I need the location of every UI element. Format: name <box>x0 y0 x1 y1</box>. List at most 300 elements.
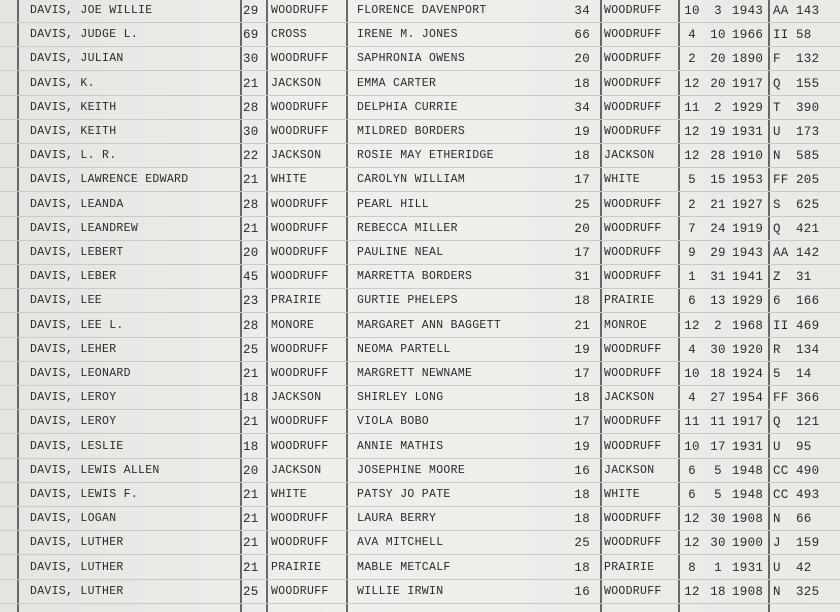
bride-age: 21 <box>574 318 590 333</box>
bride-age: 18 <box>574 560 590 575</box>
groom-name: DAVIS, LUTHER <box>30 536 124 550</box>
groom-name: DAVIS, KEITH <box>30 100 117 114</box>
bride-county: JACKSON <box>604 463 655 477</box>
groom-county: WOODRUFF <box>271 367 329 380</box>
marriage-month: 9 <box>688 246 696 260</box>
groom-name: DAVIS, LEANDREW <box>30 221 139 235</box>
groom-name: DAVIS, LEROY <box>30 415 117 429</box>
marriage-day: 21 <box>710 197 726 212</box>
bride-age: 31 <box>574 270 590 285</box>
table-row <box>0 363 840 387</box>
groom-name: DAVIS, LUTHER <box>30 560 124 574</box>
marriage-day: 17 <box>710 439 726 454</box>
marriage-year: 1924 <box>732 367 764 381</box>
bride-county: JACKSON <box>604 391 655 405</box>
marriage-year: 1929 <box>732 100 764 115</box>
row-rule <box>0 482 840 483</box>
bride-county: WOODRUFF <box>604 52 662 66</box>
record-page: 625 <box>796 197 820 212</box>
groom-name: DAVIS, LOGAN <box>30 512 117 526</box>
groom-name: DAVIS, LESLIE <box>30 439 124 453</box>
row-rule <box>0 337 840 338</box>
table-row <box>0 97 840 121</box>
bride-age: 17 <box>574 173 590 188</box>
record-page: 121 <box>796 415 820 430</box>
marriage-month: 4 <box>688 391 696 406</box>
record-page: 31 <box>796 270 812 285</box>
groom-county: JACKSON <box>271 76 322 90</box>
marriage-month: 12 <box>684 318 700 333</box>
groom-county: WOODRUFF <box>271 197 329 211</box>
groom-age: 30 <box>243 125 259 139</box>
marriage-day: 24 <box>710 221 726 236</box>
groom-age: 25 <box>243 584 259 599</box>
marriage-day: 31 <box>710 270 726 285</box>
bride-age: 16 <box>574 584 590 599</box>
bride-age: 34 <box>574 100 590 115</box>
marriage-year: 1917 <box>732 76 764 91</box>
marriage-year: 1908 <box>732 584 764 599</box>
groom-age: 28 <box>243 197 259 212</box>
groom-age: 21 <box>243 560 259 575</box>
record-book: U <box>773 560 781 575</box>
row-rule <box>0 385 840 386</box>
record-page: 205 <box>796 173 820 188</box>
marriage-year: 1910 <box>732 149 764 164</box>
groom-county: WOODRUFF <box>271 270 329 284</box>
row-rule <box>0 46 840 47</box>
groom-county: WOODRUFF <box>271 221 329 235</box>
marriage-year: 1968 <box>732 318 764 333</box>
marriage-month: 2 <box>688 52 696 67</box>
groom-county: WOODRUFF <box>271 246 329 259</box>
marriage-month: 2 <box>688 197 696 212</box>
bride-age: 20 <box>574 221 590 236</box>
record-page: 58 <box>796 28 812 43</box>
groom-age: 30 <box>243 52 259 67</box>
groom-age: 21 <box>243 512 259 527</box>
marriage-day: 2 <box>714 100 722 115</box>
record-page: 155 <box>796 76 820 91</box>
record-book: U <box>773 439 781 454</box>
bride-county: WOODRUFF <box>604 246 662 259</box>
record-book: U <box>773 125 781 139</box>
table-row <box>0 290 840 314</box>
groom-name: DAVIS, LUTHER <box>30 584 124 598</box>
bride-age: 18 <box>574 294 590 309</box>
table-row <box>0 315 840 339</box>
table-row <box>0 194 840 218</box>
bride-age: 16 <box>574 463 590 478</box>
bride-age: 25 <box>574 536 590 551</box>
groom-name: DAVIS, LEONARD <box>30 367 131 380</box>
record-page: 95 <box>796 439 812 454</box>
marriage-year: 1920 <box>732 342 764 357</box>
groom-name: DAVIS, LAWRENCE EDWARD <box>30 173 189 187</box>
groom-county: JACKSON <box>271 149 322 163</box>
marriage-year: 1919 <box>732 221 764 236</box>
bride-county: PRAIRIE <box>604 560 655 574</box>
marriage-month: 12 <box>684 584 700 599</box>
bride-name: AVA MITCHELL <box>357 536 444 550</box>
groom-county: WHITE <box>271 173 308 187</box>
marriage-month: 12 <box>684 125 700 139</box>
bride-county: JACKSON <box>604 149 655 163</box>
marriage-day: 18 <box>710 367 726 381</box>
record-book: AA <box>773 4 789 18</box>
bride-age: 20 <box>574 52 590 67</box>
row-rule <box>0 506 840 507</box>
table-row <box>0 387 840 411</box>
bride-age: 17 <box>574 415 590 430</box>
bride-name: JOSEPHINE MOORE <box>357 463 466 477</box>
record-book: 5 <box>773 367 781 381</box>
marriage-year: 1948 <box>732 463 764 478</box>
table-row <box>0 266 840 290</box>
groom-age: 22 <box>243 149 259 164</box>
bride-age: 17 <box>574 367 590 381</box>
record-book: S <box>773 197 781 212</box>
table-row <box>0 48 840 72</box>
bride-name: CAROLYN WILLIAM <box>357 173 466 187</box>
bride-name: MILDRED BORDERS <box>357 125 466 138</box>
record-book: Z <box>773 270 781 285</box>
bride-age: 34 <box>574 4 590 18</box>
record-book: N <box>773 149 781 164</box>
bride-name: FLORENCE DAVENPORT <box>357 4 487 17</box>
groom-age: 23 <box>243 294 259 309</box>
table-row <box>0 242 840 266</box>
marriage-year: 1953 <box>732 173 764 188</box>
bride-name: NEOMA PARTELL <box>357 342 451 356</box>
groom-age: 21 <box>243 367 259 381</box>
row-rule <box>0 361 840 362</box>
bride-name: ROSIE MAY ETHERIDGE <box>357 149 494 163</box>
bride-county: WOODRUFF <box>604 415 662 429</box>
groom-age: 21 <box>243 488 259 502</box>
row-rule <box>0 22 840 23</box>
record-book: Q <box>773 221 781 236</box>
marriage-day: 30 <box>710 512 726 527</box>
marriage-month: 10 <box>684 4 700 18</box>
marriage-month: 7 <box>688 221 696 236</box>
row-rule <box>0 240 840 241</box>
marriage-day: 1 <box>714 560 722 575</box>
bride-county: WOODRUFF <box>604 367 662 380</box>
groom-age: 20 <box>243 246 259 260</box>
bride-name: SAPHRONIA OWENS <box>357 52 466 66</box>
bride-age: 17 <box>574 246 590 260</box>
marriage-day: 30 <box>710 342 726 357</box>
row-rule <box>0 579 840 580</box>
marriage-month: 6 <box>688 488 696 502</box>
groom-county: WHITE <box>271 488 308 501</box>
groom-name: DAVIS, JUDGE L. <box>30 28 139 42</box>
marriage-day: 10 <box>710 28 726 43</box>
marriage-day: 2 <box>714 318 722 333</box>
marriage-month: 1 <box>688 270 696 285</box>
groom-name: DAVIS, K. <box>30 76 95 90</box>
record-book: FF <box>773 391 789 406</box>
row-rule <box>0 554 840 555</box>
table-row <box>0 169 840 193</box>
bride-county: WOODRUFF <box>604 270 662 284</box>
marriage-month: 6 <box>688 463 696 478</box>
bride-name: DELPHIA CURRIE <box>357 100 458 114</box>
record-page: 132 <box>796 52 820 67</box>
row-rule <box>0 216 840 217</box>
bride-name: MARGRETT NEWNAME <box>357 367 473 380</box>
record-book: FF <box>773 173 789 188</box>
bride-county: WOODRUFF <box>604 28 662 42</box>
groom-name: DAVIS, LEWIS F. <box>30 488 139 501</box>
bride-age: 18 <box>574 488 590 502</box>
table-row <box>0 411 840 435</box>
bride-name: MARRETTA BORDERS <box>357 270 473 284</box>
marriage-month: 4 <box>688 28 696 43</box>
groom-age: 28 <box>243 100 259 115</box>
table-row <box>0 339 840 363</box>
record-book: J <box>773 536 781 551</box>
record-page: 585 <box>796 149 820 164</box>
groom-county: PRAIRIE <box>271 560 322 574</box>
groom-age: 18 <box>243 391 259 406</box>
record-page: 42 <box>796 560 812 575</box>
bride-county: WHITE <box>604 173 641 187</box>
marriage-month: 6 <box>688 294 696 309</box>
row-rule <box>0 264 840 265</box>
marriage-year: 1954 <box>732 391 764 406</box>
marriage-year: 1943 <box>732 4 764 18</box>
marriage-day: 3 <box>714 4 722 18</box>
marriage-month: 10 <box>684 439 700 454</box>
marriage-day: 29 <box>710 246 726 260</box>
bride-county: WOODRUFF <box>604 342 662 356</box>
record-book: AA <box>773 246 789 260</box>
record-page: 134 <box>796 342 820 357</box>
marriage-month: 12 <box>684 149 700 164</box>
marriage-day: 5 <box>714 488 722 502</box>
record-book: Q <box>773 415 781 430</box>
table-row <box>0 508 840 532</box>
bride-county: WOODRUFF <box>604 4 662 17</box>
record-page: 142 <box>796 246 820 260</box>
row-rule <box>0 288 840 289</box>
table-row <box>0 581 840 605</box>
groom-county: WOODRUFF <box>271 4 329 17</box>
row-rule <box>0 433 840 434</box>
bride-age: 19 <box>574 342 590 357</box>
table-row <box>0 436 840 460</box>
bride-county: WOODRUFF <box>604 197 662 211</box>
record-book: F <box>773 52 781 67</box>
marriage-month: 4 <box>688 342 696 357</box>
marriage-month: 12 <box>684 512 700 527</box>
groom-age: 18 <box>243 439 259 454</box>
record-page: 493 <box>796 488 820 502</box>
bride-name: GURTIE PHELEPS <box>357 294 458 308</box>
bride-age: 18 <box>574 512 590 527</box>
record-page: 166 <box>796 294 820 309</box>
bride-name: PEARL HILL <box>357 197 430 211</box>
record-book: R <box>773 342 781 357</box>
row-rule <box>0 119 840 120</box>
groom-name: DAVIS, L. R. <box>30 149 117 163</box>
marriage-day: 28 <box>710 149 726 164</box>
table-row <box>0 460 840 484</box>
marriage-year: 1931 <box>732 560 764 575</box>
groom-county: WOODRUFF <box>271 52 329 66</box>
marriage-year: 1941 <box>732 270 764 285</box>
marriage-month: 5 <box>688 173 696 188</box>
marriage-day: 20 <box>710 52 726 67</box>
groom-age: 21 <box>243 221 259 236</box>
marriage-month: 11 <box>684 415 700 430</box>
marriage-month: 8 <box>688 560 696 575</box>
record-book: Q <box>773 76 781 91</box>
record-page: 366 <box>796 391 820 406</box>
row-rule <box>0 95 840 96</box>
bride-name: PATSY JO PATE <box>357 488 451 501</box>
record-page: 421 <box>796 221 820 236</box>
table-row <box>0 532 840 556</box>
bride-name: MARGARET ANN BAGGETT <box>357 318 502 332</box>
groom-age: 20 <box>243 463 259 478</box>
row-rule <box>0 312 840 313</box>
bride-name: EMMA CARTER <box>357 76 437 90</box>
groom-age: 21 <box>243 536 259 551</box>
bride-county: PRAIRIE <box>604 294 655 308</box>
bride-age: 18 <box>574 391 590 406</box>
bride-name: LAURA BERRY <box>357 512 437 526</box>
table-row <box>0 121 840 145</box>
groom-county: WOODRUFF <box>271 342 329 356</box>
marriage-month: 12 <box>684 536 700 551</box>
row-rule <box>0 409 840 410</box>
groom-age: 29 <box>243 4 259 18</box>
marriage-year: 1931 <box>732 439 764 454</box>
row-rule <box>0 603 840 604</box>
groom-county: WOODRUFF <box>271 125 329 138</box>
row-rule <box>0 70 840 71</box>
bride-name: PAULINE NEAL <box>357 246 444 259</box>
marriage-day: 15 <box>710 173 726 188</box>
bride-county: WOODRUFF <box>604 536 662 550</box>
bride-county: WOODRUFF <box>604 512 662 526</box>
groom-age: 28 <box>243 318 259 333</box>
marriage-day: 5 <box>714 463 722 478</box>
bride-county: WOODRUFF <box>604 584 662 598</box>
bride-age: 19 <box>574 125 590 139</box>
groom-county: MONORE <box>271 318 315 332</box>
groom-county: WOODRUFF <box>271 584 329 598</box>
groom-age: 21 <box>243 76 259 91</box>
bride-name: ANNIE MATHIS <box>357 439 444 453</box>
marriage-year: 1917 <box>732 415 764 430</box>
record-book: 6 <box>773 294 781 309</box>
groom-age: 25 <box>243 342 259 357</box>
record-book: N <box>773 512 781 527</box>
groom-county: JACKSON <box>271 391 322 405</box>
marriage-day: 11 <box>710 415 726 430</box>
bride-name: IRENE M. JONES <box>357 28 458 42</box>
marriage-day: 27 <box>710 391 726 406</box>
bride-county: MONROE <box>604 318 648 332</box>
marriage-year: 1966 <box>732 28 764 43</box>
bride-name: MABLE METCALF <box>357 560 451 574</box>
marriage-year: 1943 <box>732 246 764 260</box>
marriage-day: 18 <box>710 584 726 599</box>
bride-name: VIOLA BOBO <box>357 415 430 429</box>
bride-name: REBECCA MILLER <box>357 221 458 235</box>
record-book: N <box>773 584 781 599</box>
row-rule <box>0 143 840 144</box>
record-page: 390 <box>796 100 820 115</box>
record-book: CC <box>773 463 789 478</box>
groom-county: PRAIRIE <box>271 294 322 308</box>
table-row <box>0 557 840 581</box>
groom-county: WOODRUFF <box>271 415 329 429</box>
table-row <box>0 24 840 48</box>
bride-age: 18 <box>574 76 590 91</box>
table-row <box>0 0 840 24</box>
record-page: 325 <box>796 584 820 599</box>
marriage-month: 10 <box>684 367 700 381</box>
groom-county: WOODRUFF <box>271 439 329 453</box>
bride-county: WOODRUFF <box>604 221 662 235</box>
record-page: 159 <box>796 536 820 551</box>
table-row <box>0 218 840 242</box>
groom-name: DAVIS, JOE WILLIE <box>30 4 153 17</box>
groom-name: DAVIS, LEBER <box>30 270 117 284</box>
groom-name: DAVIS, JULIAN <box>30 52 124 66</box>
bride-county: WOODRUFF <box>604 439 662 453</box>
marriage-year: 1931 <box>732 125 764 139</box>
groom-age: 45 <box>243 270 259 285</box>
bride-age: 18 <box>574 149 590 164</box>
record-page: 143 <box>796 4 820 18</box>
marriage-year: 1890 <box>732 52 764 67</box>
marriage-day: 20 <box>710 76 726 91</box>
groom-name: DAVIS, LEHER <box>30 342 117 356</box>
groom-age: 21 <box>243 415 259 430</box>
record-page: 66 <box>796 512 812 527</box>
bride-name: SHIRLEY LONG <box>357 391 444 405</box>
groom-county: WOODRUFF <box>271 100 329 114</box>
marriage-month: 11 <box>684 100 700 115</box>
record-page: 469 <box>796 318 820 333</box>
record-page: 173 <box>796 125 820 139</box>
groom-name: DAVIS, LEROY <box>30 391 117 405</box>
row-rule <box>0 191 840 192</box>
marriage-year: 1900 <box>732 536 764 551</box>
groom-county: JACKSON <box>271 463 322 477</box>
record-page: 14 <box>796 367 812 381</box>
bride-county: WOODRUFF <box>604 100 662 114</box>
row-rule <box>0 530 840 531</box>
groom-name: DAVIS, LEANDA <box>30 197 124 211</box>
bride-age: 25 <box>574 197 590 212</box>
groom-age: 69 <box>243 28 259 43</box>
bride-name: WILLIE IRWIN <box>357 584 444 598</box>
table-row <box>0 145 840 169</box>
record-book: II <box>773 28 789 43</box>
bride-county: WOODRUFF <box>604 76 662 90</box>
groom-age: 21 <box>243 173 259 188</box>
groom-county: CROSS <box>271 28 308 42</box>
groom-name: DAVIS, LEE L. <box>30 318 124 332</box>
groom-name: DAVIS, LEWIS ALLEN <box>30 463 160 477</box>
